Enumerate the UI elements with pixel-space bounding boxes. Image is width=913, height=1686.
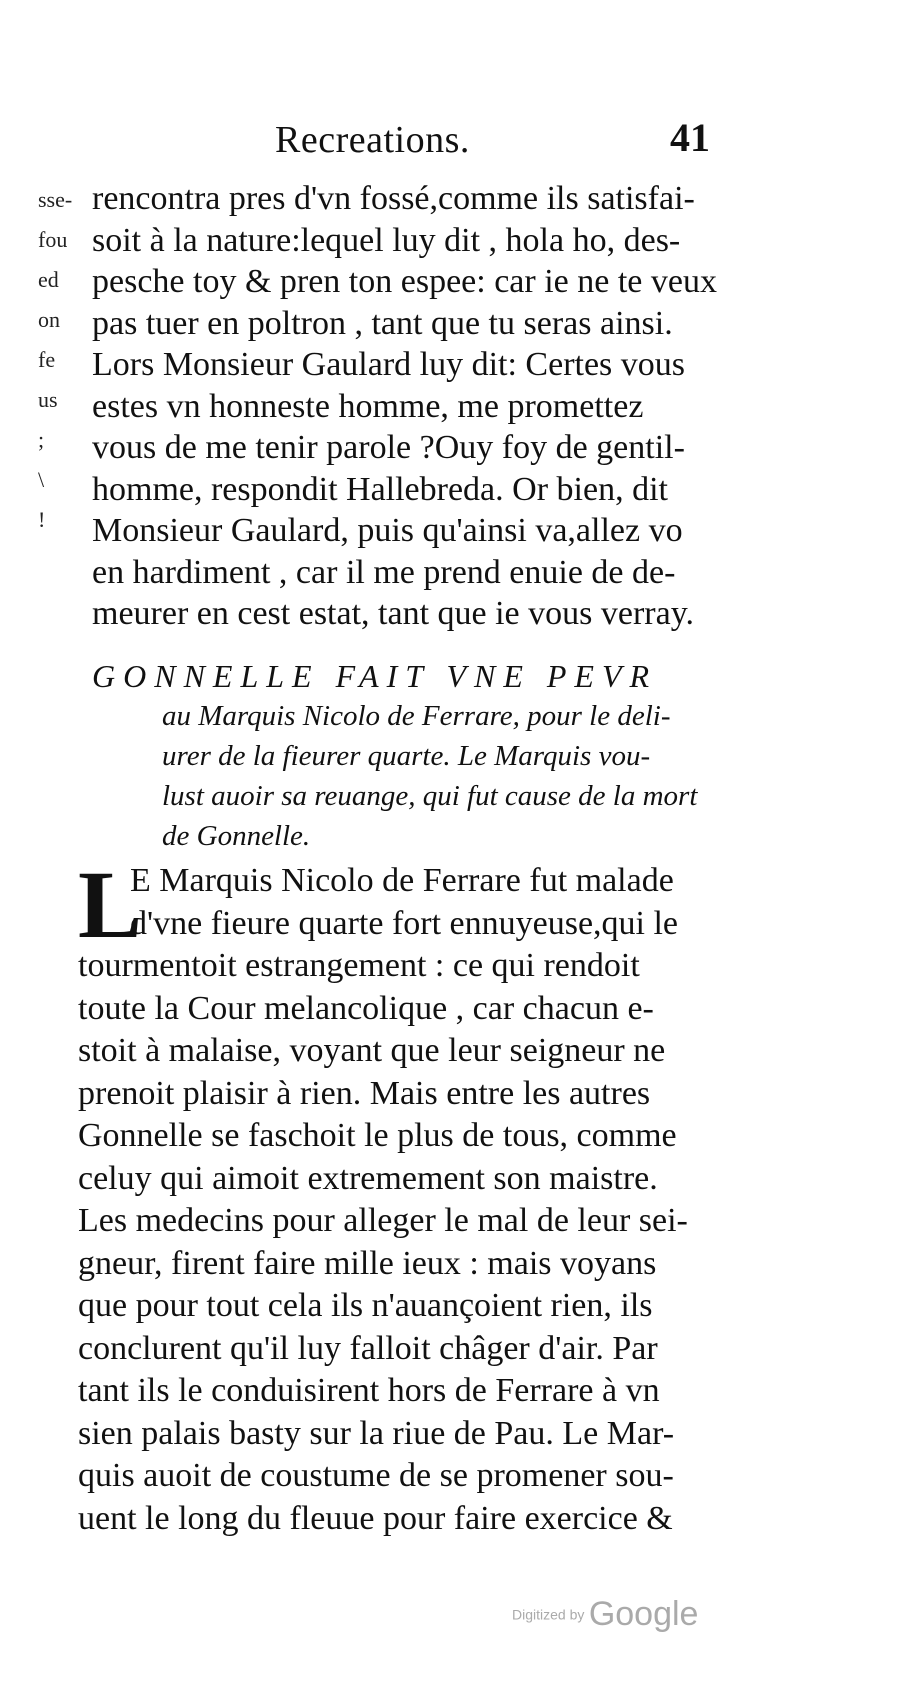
margin-note: fe	[38, 347, 56, 372]
margin-note: sse-	[38, 187, 73, 212]
passage-text	[92, 178, 737, 635]
margin-note: ed	[38, 267, 59, 292]
heading-line: de Gonnelle.	[162, 820, 311, 852]
text-line: tourmentoit estrangement : ce qui rendoit	[78, 947, 640, 984]
body-text	[78, 851, 758, 1540]
margin-note: !	[38, 507, 46, 532]
heading-line: lust auoir sa reuange, qui fut cause de la mort	[162, 780, 698, 812]
text-line: homme, respondit Hallebreda. Or bien, dit	[92, 470, 668, 508]
text-line: gneur, firent faire mille ieux : mais voyans	[78, 1244, 657, 1282]
text-line: que pour tout cela ils n'auançoient rien, ils	[78, 1287, 653, 1324]
heading-title: GONNELLE FAIT VNE PEVR	[92, 658, 658, 694]
heading-line: au Marquis Nicolo de Ferrare, pour le deli-	[162, 700, 671, 732]
margin-note: ;	[38, 427, 45, 452]
text-line: Les medecins pour alleger le mal de leur sei-	[78, 1202, 688, 1239]
text-line: vous de me tenir parole ?Ouy foy de gentil-	[92, 429, 685, 466]
text-line: d'vne fieure quarte fort ennuyeuse,qui le	[130, 904, 679, 942]
text-line: pesche toy & pren ton espee: car ie ne te veux	[92, 263, 717, 300]
text-line: sien palais basty sur la riue de Pau. Le Mar-	[78, 1414, 675, 1452]
margin-note: \	[38, 467, 45, 492]
text-line: pas tuer en poltron , tant que tu seras ainsi.	[92, 304, 673, 342]
chapter-heading	[92, 656, 752, 856]
margin-notes	[38, 180, 78, 540]
text-line: uent le long du fleuue pour faire exercice &	[78, 1499, 673, 1537]
margin-note: us	[38, 387, 58, 412]
text-line: stoit à malaise, voyant que leur seigneur ne	[78, 1032, 666, 1069]
text-line: conclurent qu'il luy falloit châger d'air. Par	[78, 1329, 658, 1367]
text-line: E Marquis Nicolo de Ferrare fut malade	[130, 862, 674, 899]
text-line: meurer en cest estat, tant que ie vous verray.	[92, 595, 694, 632]
running-head: Recreations.	[275, 119, 470, 161]
drop-cap: L	[78, 851, 143, 958]
page-number: 41	[670, 115, 710, 160]
text-line: tant ils le conduisirent hors de Ferrare à vn	[78, 1372, 660, 1409]
text-line: Gonnelle se faschoit le plus de tous, comme	[78, 1117, 677, 1154]
watermark-prefix: Digitized by	[512, 1606, 585, 1623]
text-line: celuy qui aimoit extremement son maistre.	[78, 1159, 658, 1197]
digitized-watermark	[512, 1595, 698, 1634]
heading-line: urer de la fieurer quarte. Le Marquis vou-	[162, 740, 651, 772]
text-line: toute la Cour melancolique , car chacun e-	[78, 989, 654, 1027]
text-line: prenoit plaisir à rien. Mais entre les autres	[78, 1074, 651, 1112]
text-line: soit à la nature:lequel luy dit , hola ho, des-	[92, 221, 681, 259]
margin-note: on	[38, 307, 60, 332]
text-line: quis auoit de coustume de se promener sou-	[78, 1457, 674, 1494]
text-line: estes vn honneste homme, me promettez	[92, 387, 644, 425]
google-logo: Google	[588, 1595, 699, 1633]
text-line: rencontra pres d'vn fossé,comme ils satisfai-	[92, 180, 695, 217]
text-line: Monsieur Gaulard, puis qu'ainsi va,allez vo	[92, 512, 683, 549]
margin-note: fou	[38, 227, 68, 252]
text-line: Lors Monsieur Gaulard luy dit: Certes vous	[92, 346, 686, 383]
text-line: en hardiment , car il me prend enuie de de-	[92, 553, 676, 591]
